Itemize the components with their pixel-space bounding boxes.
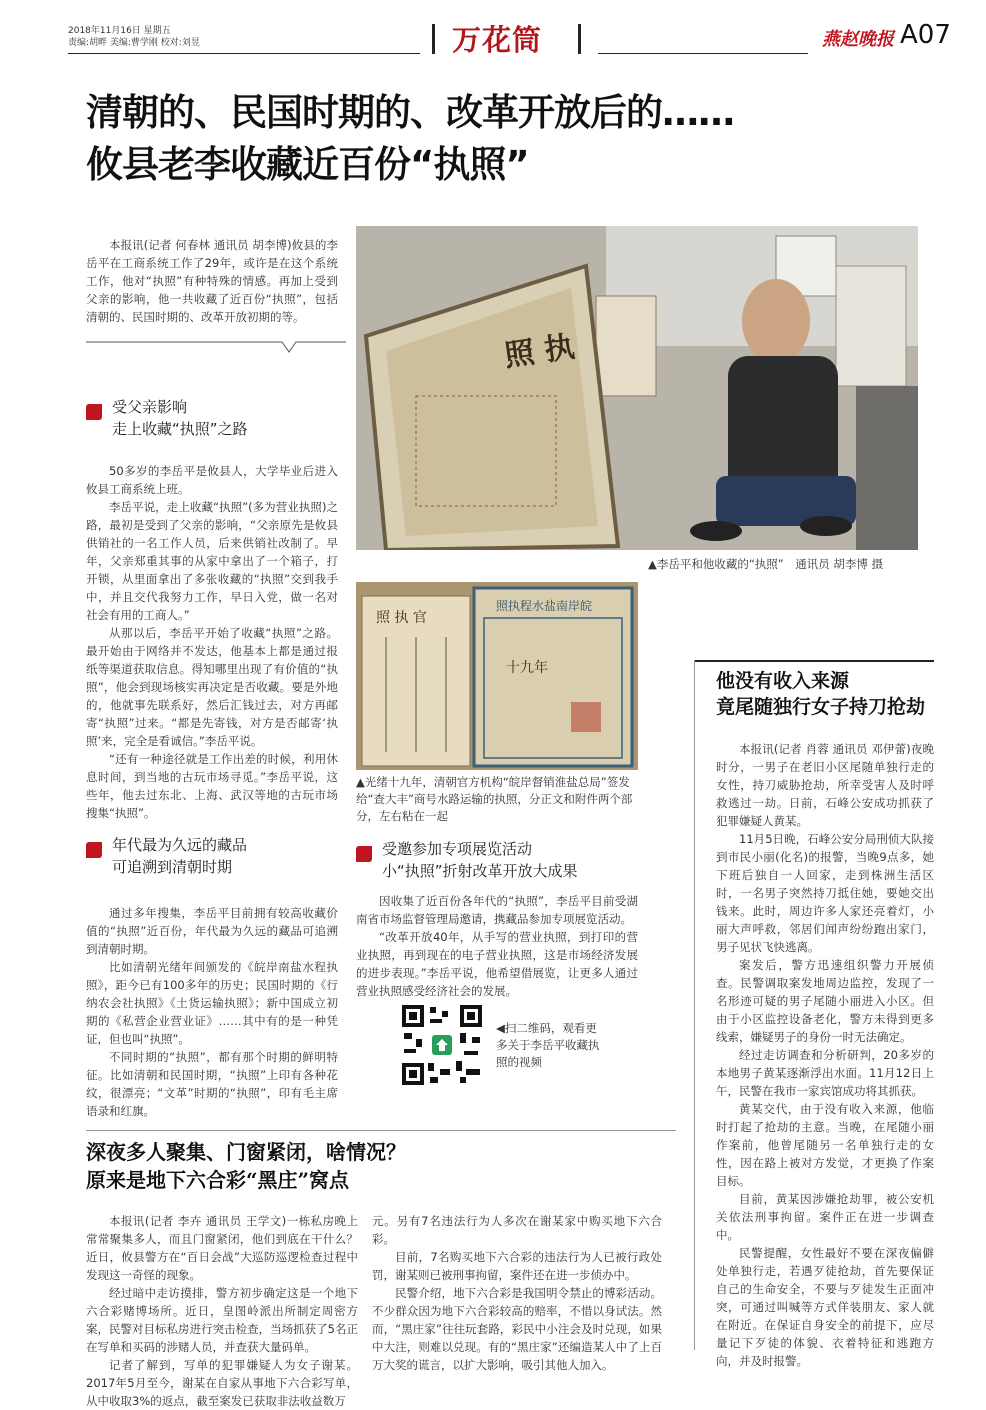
header-rule-right: [598, 53, 808, 54]
headline-line2: 攸县老李收藏近百份“执照”: [86, 143, 529, 186]
header-divider-right: [578, 24, 581, 54]
lead-callout-line: [86, 340, 348, 354]
subhead1-marker: [86, 404, 102, 420]
header-staff: 责编:胡畔 美编:曹学刚 校对:刘昱: [68, 38, 200, 48]
right-story-title-line2: 竟尾随独行女子持刀抢劫: [716, 696, 926, 718]
right-story-title-line1: 他没有收入来源: [716, 670, 850, 692]
subhead3: 受邀参加专项展览活动 小“执照”折射改革开放大成果: [382, 840, 578, 880]
photo-illustration: [356, 226, 918, 550]
qr-caption: ◀扫二维码，观看更多关于李岳平收藏执照的视频: [496, 1021, 600, 1069]
right-story-body: 本报讯(记者 肖蓉 通讯员 邓伊蕾)夜晚时分，一男子在老旧小区尾随单独行走的女性，持刀威胁抢劫，所幸受害人及时呼救逃过一劫。日前，石峰公安成功抓获了犯罪嫌疑人黄某。 11月5日晚，石峰公安分局刑侦大队接到市民小丽(化名)的报警，当晚9点多，她下班后独自一人回家，走到株洲生活区时，一名男子突然持刀抵住她，要她交出钱来。此时，周边许多人家还亮着灯，小丽大声呼救，邻居们闻声纷纷跑出家门，男子见状飞快逃离。 案发后，警方迅速组织警力开展侦查。民警调取案发地周边监控，发现了一名形迹可疑的男子尾随小丽进入小区。但由于小区监控设备老化，警方未得到更多线索，嫌疑男子的身份一时无法确定。 经过走访调查和分析研判，20多岁的本地男子黄某逐渐浮出水面。11月12日上午，民警在我市一家宾馆成功将其抓获。 黄某交代，由于没有收入来源，他临时打起了抢劫的主意。当晚，在尾随小丽作案前，他曾尾随另一名单独行走的女性，因在路上被对方发觉，才更换了作案目标。 目前，黄某因涉嫌抢劫罪，被公安机关依法刑事拘留。案件正在进一步调查中。 民警提醒，女性最好不要在深夜偏僻处单独行走，若遇歹徒抢劫，首先要保证自己的生命安全，不要与歹徒发生正面冲突，可通过叫喊等方式佯装朋友、家人就在附近。在保证自身安全的前提下，应尽量记下歹徒的体貌、衣着特征和逃跑方向，并及时报警。: [716, 742, 934, 1368]
header-divider-left: [432, 24, 435, 54]
svg-text:照执程水盐南岸皖: 照执程水盐南岸皖: [496, 599, 593, 613]
bottom-story-col2: 元。另有7名违法行为人多次在谢某家中购买地下六合彩。 目前，7名购买地下六合彩的违法行为人已被行政处罚，谢某则已被刑事拘留，案件还在进一步侦办中。 民警介绍，地下六合彩是我国明令禁止的博彩活动。不少群众因为地下六合彩较高的赔率，不惜以身试法。然而，“黑庄家”往往玩套路，彩民中小注会及时兑现，如果中大注，则难以兑现。有的“黑庄家”还编造某人中了上百万大奖的谎言，以扩大影响，吸引其他人加入。: [372, 1214, 662, 1372]
subhead2: 年代最为久远的藏品 可追溯到清朝时期: [112, 836, 248, 876]
right-story-left-rule: [694, 660, 695, 1350]
section3-body: 因收集了近百份各年代的“执照”，李岳平目前受湖南省市场监督管理局邀请，携藏品参加专项展览活动。 “改革开放40年，从手写的营业执照，到打印的营业执照，再到现在的电子营业执照，这是市场经济发展的进步表现。”李岳平说，他希望借展览，让更多人通过营业执照感受经济社会的发展。: [356, 894, 638, 998]
bottom-story-col1: 本报讯(记者 李卉 通讯员 王学文)一栋私房晚上常常聚集多人，而且门窗紧闭，他们到底在干什么？近日，攸县警方在“百日会战”大巡防巡逻检查过程中发现这一奇怪的现象。 经过暗中走访摸排，警方初步确定这是一个地下六合彩赌博场所。近日，皇图岭派出所制定周密方案，民警对目标私房进行突击检查，当场抓获了5名正在写单和买码的涉赌人员，并查获大量码单。 记者了解到，写单的犯罪嫌疑人为女子谢某。2017年5月至今，谢某在自家从事地下六合彩写单，从中收取3%的返点，截至案发已获取非法收益数万: [86, 1214, 358, 1408]
license-illustration: [356, 582, 638, 770]
section1-body: 50多岁的李岳平是攸县人，大学毕业后进入攸县工商系统上班。 李岳平说，走上收藏“执照”(多为营业执照)之路，最初是受到了父亲的影响，“父亲原先是攸县供销社的一名工作人员，后来供销社改制了。早年，父亲郑重其事的从家中拿出了一个箱子，打开锁，从里面拿出了多张收藏的“执照”交到我手中，并且交代我努力工作，早日入党，做一名对社会有用的工商人。” 从那以后，李岳平开始了收藏“执照”之路。最开始由于网络并不发达，他基本上都是通过报纸等渠道获取信息。得知哪里出现了有价值的“执照”，他会到现场核实再决定是否收藏。要是外地的，他就事先联系好，然后汇钱过去，对方再邮寄“执照”过来。“都是先寄钱，对方是否邮寄‘执照’来，完全是看诚信。”李岳平说。 “还有一种途径就是工作出差的时候，利用休息时间，到当地的古玩市场寻觅。”李岳平说，这些年，他去过东北、上海、武汉等地的古玩市场搜集“执照”。: [86, 464, 338, 820]
subhead2-marker: [86, 842, 102, 858]
right-story-top-rule: [694, 660, 934, 662]
header-rule-left: [68, 53, 420, 54]
photo2-caption: ▲光绪十九年，清朝官方机构“皖岸督销淮盐总局”签发给“查大丰”商号水路运输的执照，分正文和附件两个部分，左右粘在一起: [356, 775, 633, 823]
section-title: 万花筒: [452, 23, 543, 57]
svg-text:十九年: 十九年: [506, 660, 548, 676]
section2-body: 通过多年搜集，李岳平目前拥有较高收藏价值的“执照”近百份，年代最为久远的藏品可追溯到清朝时期。 比如清朝光绪年间颁发的《皖岸南盐水程执照》，距今已有100多年的历史；民国时期的《行纳农会社执照》《土货运输执照》；新中国成立初期的《私营企业营业证》……其中有的是一种凭证，但也叫“执照”。 不同时期的“执照”，都有那个时期的鲜明特征。比如清朝和民国时期，“执照”上印有各种花纹，很漂亮；“文革”时期的“执照”，印有毛主席语录和红旗。: [86, 906, 338, 1118]
svg-text:照 执: 照 执: [502, 329, 577, 374]
photo-qing-license: [356, 582, 638, 770]
lead-paragraph: 本报讯(记者 何春林 通讯员 胡李博)攸县的李岳平在工商系统工作了29年，或许是在这个系统工作，他对“执照”有种特殊的情感。再加上受到父亲的影响，他一共收藏了近百份“执照”，包括清朝的、民国时期的、改革开放初期的等。: [86, 238, 338, 324]
newspaper-logo: 燕赵晚报: [822, 29, 894, 50]
photo1-caption: ▲李岳平和他收藏的“执照” 通讯员 胡李博 摄: [648, 557, 884, 571]
bottom-story-top-rule: [86, 1130, 676, 1131]
photo-collector-with-licenses: [356, 226, 918, 550]
bottom-story-title-line1: 深夜多人聚集、门窗紧闭，啥情况？: [86, 1140, 406, 1164]
qr-code[interactable]: [400, 1003, 484, 1087]
subhead1: 受父亲影响 走上收藏“执照”之路: [112, 398, 248, 438]
header-date: 2018年11月16日 星期五: [68, 26, 171, 36]
subhead3-marker: [356, 846, 372, 862]
qr-code-image: [400, 1003, 484, 1087]
headline-line1: 清朝的、民国时期的、改革开放后的……: [86, 91, 734, 134]
bottom-story-title-line2: 原来是地下六合彩“黑庄”窝点: [86, 1168, 350, 1192]
svg-text:照 执 官: 照 执 官: [376, 610, 427, 626]
page-number: A07: [900, 20, 951, 50]
